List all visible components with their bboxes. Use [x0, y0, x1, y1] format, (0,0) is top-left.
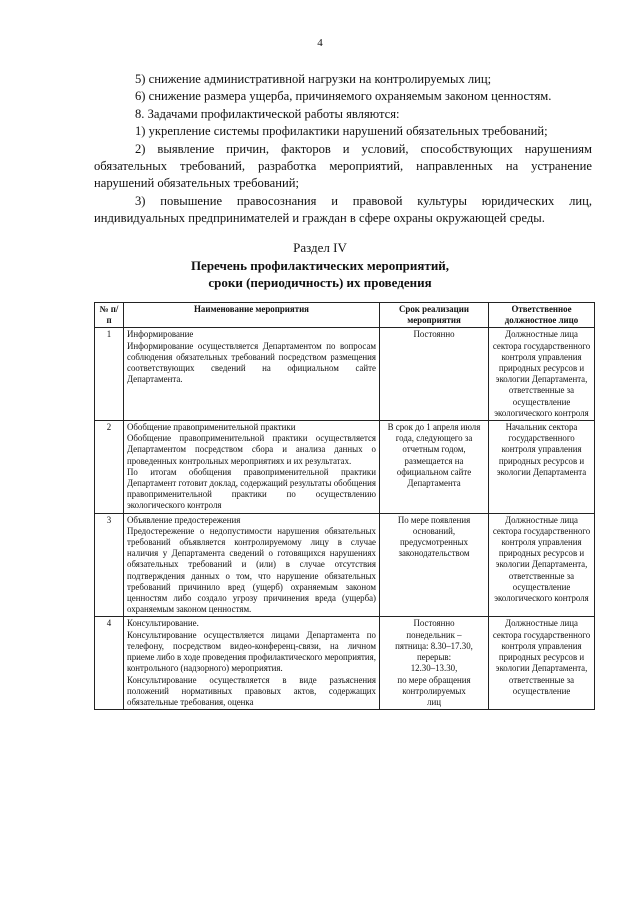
row-responsible: Начальник сектора государственного контроля управления природных ресурсов и экологии Департамента	[489, 421, 595, 514]
header-term: Срок реализации мероприятия	[380, 303, 489, 328]
term-line: 12.30–13.30,	[410, 663, 458, 674]
name-title: Обобщение правоприменительной практики	[127, 422, 296, 433]
section-title: Раздел IV	[293, 240, 347, 255]
row-name	[124, 421, 380, 514]
heading-line: сроки (периодичность) их проведения	[208, 275, 432, 290]
term-line: контролируемых	[402, 685, 466, 696]
paragraph: 6) снижение размера ущерба, причиняемого охраняемым законом ценностям.	[135, 89, 552, 104]
heading-line: Перечень профилактических мероприятий,	[190, 258, 450, 273]
paragraph: 2) выявление причин, факторов и условий, способствующих нарушениям обязательных требований, разработка мероприятий, направленных на устранение нарушений обязательных требований;	[94, 141, 592, 191]
header-num: № п/п	[95, 303, 124, 328]
table-row	[95, 513, 595, 617]
row-term: В срок до 1 апреля июля года, следующего за отчетным годом, размещается на официальном сайте Департамента	[380, 421, 489, 514]
term-line: пятница: 8.30–17.30,	[395, 640, 473, 651]
name-text: По итогам обобщения правоприменительной практики Департамент готовит доклад, содержащий результаты обобщения правоприменительной практики по осуществлению экологического контроля	[127, 466, 376, 511]
row-num: 3	[95, 513, 124, 617]
row-name	[124, 513, 380, 617]
row-responsible: Должностные лица сектора государственного контроля управления природных ресурсов и экологии Департамента, ответственные за осуществление экологического контроля	[489, 328, 595, 421]
section-heading	[0, 257, 640, 291]
table-row	[95, 421, 595, 514]
paragraph: 8. Задачами профилактической работы являются:	[135, 106, 400, 121]
table-header-row	[95, 303, 595, 328]
row-num: 2	[95, 421, 124, 514]
row-responsible: Должностные лица сектора государственного контроля управления природных ресурсов и экологии Департамента, ответственные за осуществление экологического контроля	[489, 513, 595, 617]
name-text: Консультирование осуществляется лицами Департамента по телефону, посредством видео-конференц-связи, на личном приеме либо в ходе проведения профилактического мероприятия, контрольного (надзорного) мероприятия.	[127, 629, 376, 674]
term-line: понедельник –	[406, 629, 462, 640]
row-name	[124, 328, 380, 421]
page-number: 4	[317, 37, 323, 49]
activities-table	[94, 302, 595, 710]
term-line: лиц	[427, 696, 441, 707]
term-line: Постоянно	[413, 618, 455, 629]
row-term: По мере появления оснований, предусмотренных законодательством	[380, 513, 489, 617]
name-title: Информирование	[127, 329, 194, 340]
row-responsible: Должностные лица сектора государственного контроля управления природных ресурсов и экологии Департамента, ответственные за осуществление	[489, 617, 595, 710]
name-text: Информирование осуществляется Департаментом по вопросам соблюдения обязательных требований посредством размещения соответствующих сведений на официальном сайте Департамента.	[127, 340, 376, 385]
header-responsible: Ответственное должностное лицо	[489, 303, 595, 328]
name-title: Консультирование.	[127, 618, 199, 629]
name-title: Объявление предостережения	[127, 514, 241, 525]
paragraph: 3) повышение правосознания и правовой культуры юридических лиц, индивидуальных предпринимателей и граждан в сфере охраны окружающей среды.	[94, 193, 592, 226]
row-name	[124, 617, 380, 710]
name-text: Консультирование осуществляется в виде разъяснения положений нормативных правовых актов, содержащих обязательные требования, оценка	[127, 674, 376, 707]
term-line: по мере обращения	[397, 674, 471, 685]
name-text: Обобщение правоприменительной практики осуществляется Департаментом посредством сбора и анализа данных о проведенных контрольных мероприятиях и их результатах.	[127, 433, 376, 466]
table-row	[95, 617, 595, 710]
term-line: перерыв:	[416, 652, 452, 663]
row-num: 4	[95, 617, 124, 710]
paragraph: 1) укрепление системы профилактики нарушений обязательных требований;	[135, 124, 548, 139]
body-text	[94, 71, 592, 228]
paragraph: 5) снижение административной нагрузки на контролируемых лиц;	[135, 72, 492, 86]
row-term	[380, 617, 489, 710]
row-num: 1	[95, 328, 124, 421]
header-name: Наименование мероприятия	[124, 303, 380, 328]
table-row	[95, 328, 595, 421]
row-term: Постоянно	[380, 328, 489, 421]
name-text: Предостережение о недопустимости нарушения обязательных требований объявляется контролируемому лицу в случае наличия у Департамента сведений о готовящихся нарушениях обязательных требований и (или) в случае отсутствия подтверждения данных о том, что нарушение обязательных требований причинило вред (ущерб) охраняемым законом ценностям либо создало угрозу причинения вреда (ущерба) охраняемым законом ценностям.	[127, 525, 376, 615]
